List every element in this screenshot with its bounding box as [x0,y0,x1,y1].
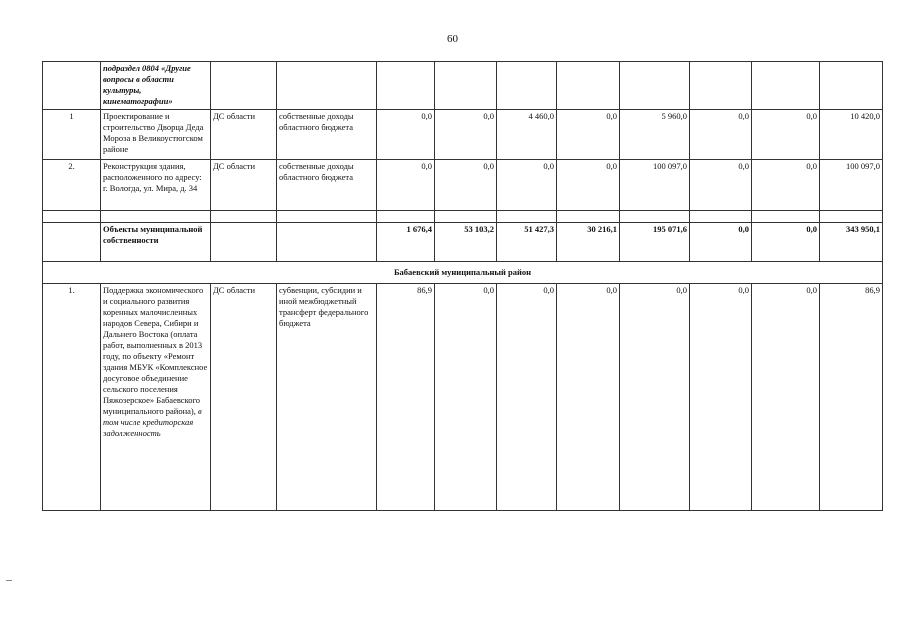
table-row [43,110,883,160]
total-cell: 343 950,1 [820,223,883,262]
value-cell: 0,0 [557,110,620,160]
customer: ДС области [211,110,277,160]
value-cell: 0,0 [752,160,820,211]
value-cell: 0,0 [435,284,497,511]
row-number: 2. [43,160,101,211]
row-number: 1 [43,110,101,160]
margin-mark [6,580,12,581]
row-number: 1. [43,284,101,511]
subsection-row [43,62,883,110]
value-cell: 0,0 [752,284,820,511]
object-name-text: Поддержка экономического и социального развития коренных малочисленных народов Севера, Сибири и Дальнего Востока (оплата работ, выполненных в 2013 году, по объекту «Ремонт здания МБУК «Комплексное досуговое объединение сельского поселения Пяжозерское» Бабаевского муниципального района), [103,285,208,416]
value-cell: 0,0 [690,160,752,211]
value-cell: 10 420,0 [820,110,883,160]
value-cell: 0,0 [497,160,557,211]
customer: ДС области [211,284,277,511]
funding-source: собственные доходы областного бюджета [277,160,377,211]
value-cell: 0,0 [690,110,752,160]
value-cell: 0,0 [497,284,557,511]
district-row [43,262,883,284]
value-cell: 0,0 [435,160,497,211]
spacer-row [43,211,883,223]
object-name [101,284,211,511]
page-number: 60 [447,33,458,45]
total-cell: 30 216,1 [557,223,620,262]
value-cell: 0,0 [752,110,820,160]
total-cell: 0,0 [752,223,820,262]
total-cell: 0,0 [690,223,752,262]
object-name-italic: в том числе кредиторская задолженность [103,406,202,438]
total-cell: 51 427,3 [497,223,557,262]
value-cell: 5 960,0 [620,110,690,160]
subsection-title: подраздел 0804 «Другие вопросы в области культуры, кинематографии» [101,62,211,110]
objects-title: Объекты муниципальной собственности [101,223,211,262]
total-cell: 195 071,6 [620,223,690,262]
object-name: Проектирование и строительство Дворца Деда Мороза в Великоустюгском районе [101,110,211,160]
value-cell: 0,0 [690,284,752,511]
total-cell: 1 676,4 [377,223,435,262]
budget-table [42,61,883,511]
table-row [43,160,883,211]
value-cell: 0,0 [435,110,497,160]
funding-source: субвенции, субсидии и иной межбюджетный трансферт федерального бюджета [277,284,377,511]
value-cell: 86,9 [377,284,435,511]
value-cell: 0,0 [377,110,435,160]
customer: ДС области [211,160,277,211]
table-row [43,284,883,511]
value-cell: 100 097,0 [820,160,883,211]
value-cell: 100 097,0 [620,160,690,211]
value-cell: 0,0 [620,284,690,511]
total-cell: 53 103,2 [435,223,497,262]
district-title: Бабаевский муниципальный район [43,262,883,284]
value-cell: 0,0 [557,160,620,211]
objects-total-row [43,223,883,262]
value-cell: 0,0 [377,160,435,211]
object-name: Реконструкция здания, расположенного по адресу: г. Вологда, ул. Мира, д. 34 [101,160,211,211]
value-cell: 4 460,0 [497,110,557,160]
value-cell: 0,0 [557,284,620,511]
value-cell: 86,9 [820,284,883,511]
funding-source: собственные доходы областного бюджета [277,110,377,160]
